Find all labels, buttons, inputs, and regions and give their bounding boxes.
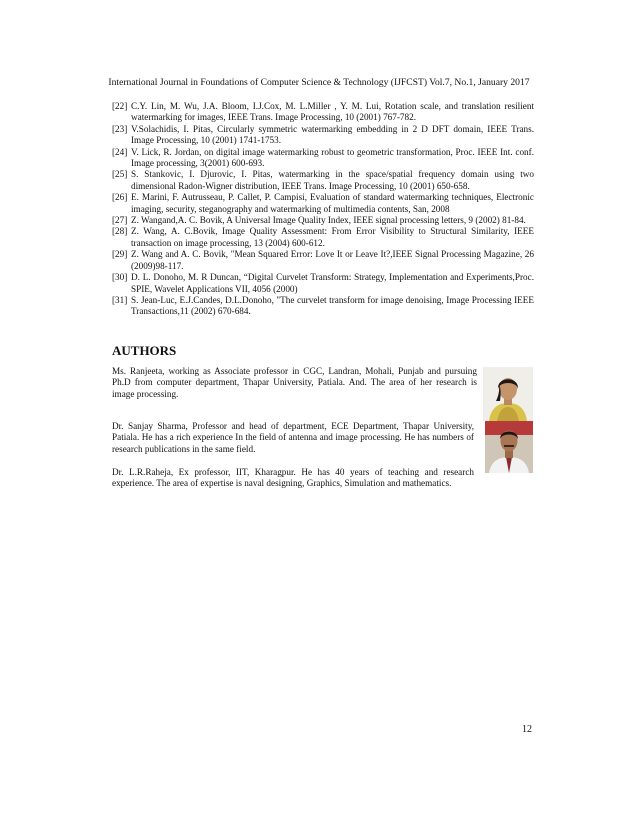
author-bio-raheja: Dr. L.R.Raheja, Ex professor, IIT, Kharagpur. He has 40 years of teaching and research experience. The area of expertise is naval designing, Graphics, Simulation and mathematics.: [112, 467, 474, 489]
reference-item: [112, 272, 534, 295]
reference-list: [112, 101, 534, 318]
reference-item: [112, 226, 534, 249]
reference-text: Z. Wang, A. C.Bovik, Image Quality Assessment: From Error Visibility to Structural Similarity, IEEE transaction on image processing, 13 (2004) 600-612.: [131, 226, 534, 248]
reference-number: [28]: [112, 226, 128, 237]
reference-text: D. L. Donoho, M. R Duncan, “Digital Curvelet Transform: Strategy, Implementation and Experiments,Proc. SPIE, Wavelet Applications VII, 4056 (2000): [131, 272, 534, 294]
reference-number: [23]: [112, 123, 128, 134]
author-photo-sanjay-sharma: [485, 421, 533, 473]
reference-number: [22]: [112, 101, 128, 111]
reference-number: [31]: [112, 294, 128, 305]
reference-item: [112, 101, 534, 124]
reference-number: [24]: [112, 146, 128, 157]
reference-text: Z. Wang and A. C. Bovik, "Mean Squared Error: Love It or Leave It?,IEEE Signal Processing Magazine, 26 (2009)98-117.: [131, 249, 534, 271]
author-bio-sanjay-sharma: Dr. Sanjay Sharma, Professor and head of department, ECE Department, Thapar University, Patiala. He has a rich experience In the field of antenna and image processing. He has numbers of research publications in the same field.: [112, 421, 474, 454]
reference-item: [112, 124, 534, 147]
author-photo-ranjeeta: [483, 367, 533, 421]
author-bio-ranjeeta: Ms. Ranjeeta, working as Associate professor in CGC, Landran, Mohali, Punjab and pursuing Ph.D from computer department, Thapar University, Patiala. And. The area of her research is image processing.: [112, 366, 477, 399]
reference-number: [25]: [112, 169, 128, 180]
journal-header: International Journal in Foundations of Computer Science & Technology (IJFCST) Vol.7, No.1, January 2017: [108, 77, 530, 88]
reference-text: V. Lick, R. Jordan, on digital image watermarking robust to geometric transformation, Proc. IEEE Int. conf. Image processing, 3(2001) 600-693.: [131, 146, 534, 169]
reference-item: [112, 169, 534, 192]
reference-text: Z. Wangand,A. C. Bovik, A Universal Image Quality Index, IEEE signal processing letters, 9 (2002) 81-84.: [131, 215, 526, 226]
reference-number: [29]: [112, 249, 128, 260]
reference-number: [26]: [112, 192, 128, 203]
reference-text: E. Marini, F. Autrusseau, P. Callet, P. Campisi, Evaluation of standard watermarking techniques, Electronic imaging, security, steganography and watermarking of multimedia contents, San, 2008: [131, 192, 534, 214]
reference-item: [112, 295, 534, 318]
reference-item: [112, 147, 534, 170]
reference-text: C.Y. Lin, M. Wu, J.A. Bloom, I.J.Cox, M. L.Miller , Y. M. Lui, Rotation scale, and translation resilient watermarking for images, IEEE Trans. Image Processing, 10 (2001) 767-782.: [131, 101, 534, 123]
authors-heading: AUTHORS: [112, 343, 177, 358]
reference-text: S. Stankovic, I. Djurovic, I. Pitas, watermarking in the space/spatial frequency domain using two dimensional Radon-Wigner distribution, IEEE Trans. Image Processing, 10 (2001) 650-658.: [131, 169, 534, 191]
reference-item: [112, 249, 534, 272]
reference-text: V.Solachidis, I. Pitas, Circularly symmetric watermarking embedding in 2 D DFT domain, IEEE Trans. Image Processing, 10 (2001) 1741-1753.: [131, 123, 534, 146]
reference-number: [30]: [112, 272, 128, 283]
reference-item: [112, 215, 534, 226]
page-number: 12: [522, 724, 532, 735]
reference-number: [27]: [112, 215, 128, 226]
reference-text: S. Jean-Luc, E.J.Candes, D.L.Donoho, "The curvelet transform for image denoising, Image Processing IEEE Transactions,11 (2002) 670-684.: [131, 294, 534, 317]
reference-item: [112, 192, 534, 215]
